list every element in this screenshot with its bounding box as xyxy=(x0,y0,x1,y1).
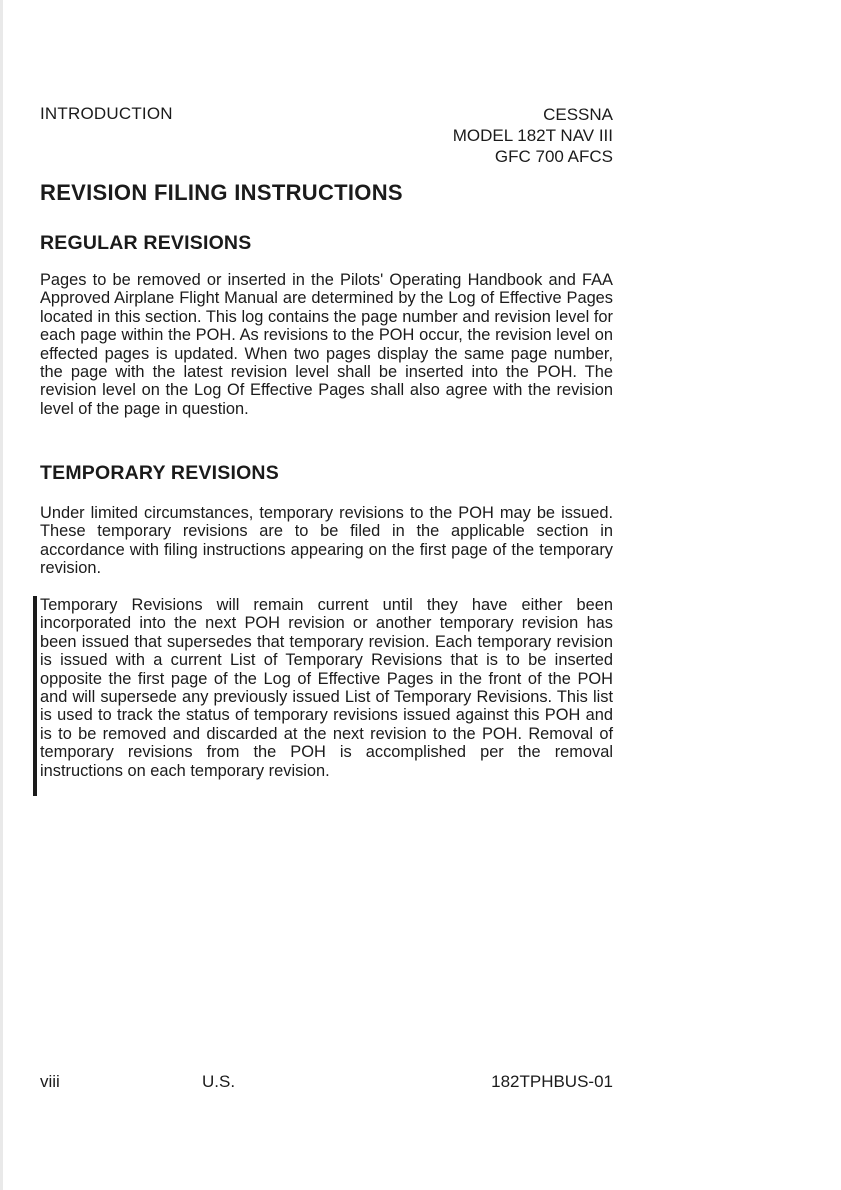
page-number: viii xyxy=(40,1072,60,1091)
page-title: REVISION FILING INSTRUCTIONS xyxy=(40,180,403,205)
aircraft-identification xyxy=(453,104,613,167)
system-label: GFC 700 AFCS xyxy=(494,147,613,166)
temporary-revisions-heading: TEMPORARY REVISIONS xyxy=(40,462,279,484)
model-label: MODEL 182T NAV III xyxy=(452,126,613,145)
temporary-revisions-paragraph-1: Under limited circumstances, temporary revisions to the POH may be issued. These temporary revisions are to be filed in the applicable section in accordance with filing instructions appearing on the first page of the temporary revision. xyxy=(40,504,613,578)
section-label: INTRODUCTION xyxy=(40,104,173,123)
region-label: U.S. xyxy=(202,1072,236,1091)
page-edge xyxy=(0,0,3,1190)
document-id: 182TPHBUS-01 xyxy=(491,1072,613,1091)
manufacturer-label: CESSNA xyxy=(543,105,613,124)
regular-revisions-heading: REGULAR REVISIONS xyxy=(40,232,252,254)
temporary-revisions-paragraph-2: Temporary Revisions will remain current until they have either been incorporated into the next POH revision or another temporary revision has been issued that supersedes that temporary revision. Each temporary revision is issued with a current List of Temporary Revisions that is to be inserted opposite the first page of the Log of Effective Pages in the front of the POH and will supersede any previously issued List of Temporary Revisions. This list is used to track the status of temporary revisions issued against this POH and is to be removed and discarded at the next revision to the POH. Removal of temporary revisions from the POH is accomplished per the removal instructions on each temporary revision. xyxy=(40,596,613,780)
revision-change-bar xyxy=(33,596,37,796)
regular-revisions-paragraph: Pages to be removed or inserted in the Pilots' Operating Handbook and FAA Approved Airplane Flight Manual are determined by the Log of Effective Pages located in this section. This log contains the page number and revision level for each page within the POH. As revisions to the POH occur, the revision level on effected pages is updated. When two pages display the same page number, the page with the latest revision level shall be inserted into the POH. The revision level on the Log Of Effective Pages shall also agree with the revision level of the page in question. xyxy=(40,271,613,418)
